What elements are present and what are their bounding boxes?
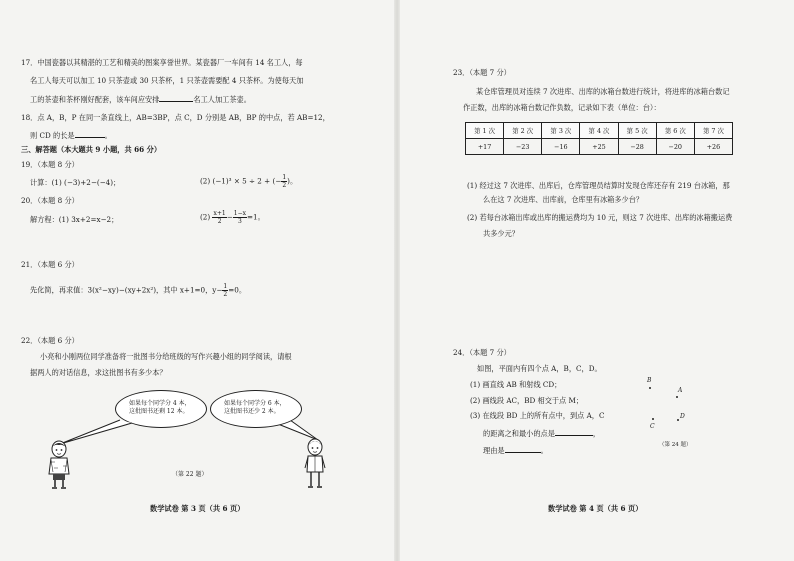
point-c-label: C <box>650 423 655 430</box>
page-4 <box>397 0 794 561</box>
q21-text-pre: 先化简，再求值：3(x²−xy)−(xy+2x²)，其中 x+1=0，y− <box>30 285 223 295</box>
q23-sub1-line1: (1) 经过这 7 次进库、出库后，仓库管理员结算时发现仓库还存有 219 台冰箱，那 <box>467 181 730 190</box>
q24-title: 24．（本题 7 分） <box>453 348 511 357</box>
q23-line1: 某仓库管理员对连续 7 次进库、出库的冰箱台数进行统计，将进库的冰箱台数记 <box>476 87 730 96</box>
table-value-row <box>466 139 733 155</box>
q20-fraction2-den: 3 <box>237 218 242 225</box>
q18-line2-end: 。 <box>104 131 112 140</box>
q20-part1: 解方程：(1) 3x+2=x−2； <box>30 215 119 224</box>
bubble2-text <box>224 400 286 416</box>
q24-figure-label: （第 24 题） <box>659 442 692 448</box>
q24-sub3-line2 <box>483 428 600 438</box>
q24-reason-answer-blank[interactable] <box>505 445 541 453</box>
q18-answer-blank[interactable] <box>75 130 105 138</box>
q21-title: 21．（本题 6 分） <box>21 260 79 269</box>
table-value-cell: −23 <box>504 139 542 155</box>
bubble1-line2: 这批图书还剩 12 本。 <box>129 408 189 415</box>
page-3-footer: 数学试卷 第 3 页（共 6 页） <box>150 504 245 513</box>
boy-left-illustration <box>44 440 74 490</box>
q19-part2 <box>200 174 297 189</box>
table-value-cell: +25 <box>580 139 618 155</box>
q20-fraction2-num: 1−x <box>233 210 246 217</box>
q24-sub3-line3-end: 。 <box>540 446 548 455</box>
q20-fraction1 <box>212 210 226 225</box>
q24-sub2: (2) 画线段 AC，BD 相交于点 M； <box>470 396 584 405</box>
q17-line1: 17．中国瓷器以其精湛的工艺和精美的图案享誉世界。某瓷器厂一车间有 14 名工人，每 <box>21 58 303 67</box>
table-value-cell: −16 <box>542 139 580 155</box>
q20-fraction1-den: 2 <box>217 218 222 225</box>
q20-part2-post: =1。 <box>246 212 265 222</box>
q20-minus: − <box>226 212 233 222</box>
q19-fraction-num: 1 <box>282 174 287 181</box>
speech-bubble-xiaoliang <box>115 390 207 428</box>
q19-part1: 计算：(1) (−3)+2−(−4)； <box>30 178 121 187</box>
q17-answer-blank[interactable] <box>159 94 193 102</box>
q24-reason-label: 理由是 <box>483 446 505 455</box>
q23-title: 23．（本题 7 分） <box>453 68 511 77</box>
q20-part2 <box>200 210 265 225</box>
point-a-label: A <box>678 387 683 394</box>
table-header-cell: 第 5 次 <box>618 123 656 139</box>
table-value-cell: +26 <box>694 139 732 155</box>
q22-figure-label: （第 22 题） <box>172 471 208 478</box>
q22-title: 22．（本题 6 分） <box>21 336 79 345</box>
q18-line2 <box>30 130 112 140</box>
q23-sub2-line2: 共多少元？ <box>483 229 519 238</box>
table-header-cell: 第 4 次 <box>580 123 618 139</box>
q24-point-answer-blank[interactable] <box>555 428 593 436</box>
q24-intro: 如图，平面内有四个点 A，B，C，D。 <box>477 364 602 373</box>
point-c-dot <box>652 418 654 420</box>
q24-sub1: (1) 画直线 AB 和射线 CD； <box>470 380 562 389</box>
q21-fraction-num: 1 <box>223 283 228 290</box>
point-d-label: D <box>680 413 685 420</box>
q23-sub1-line2: 么在这 7 次进库、出库前，仓库里有冰箱多少台？ <box>483 195 644 204</box>
q17-line3-end: 名工人加工茶壶。 <box>193 95 251 104</box>
table-header-cell: 第 1 次 <box>466 123 504 139</box>
q19-part2-pre: (2) (−1)³ × 5 ÷ 2 + (− <box>200 176 282 186</box>
table-header-cell: 第 6 次 <box>656 123 694 139</box>
q22-line1: 小亮和小刚两位同学准备将一批图书分给班级的写作兴趣小组的同学阅读，请根 <box>40 352 292 361</box>
q23-sub2-line1: (2) 若每台冰箱出库或出库的搬运费均为 10 元，则这 7 次进库、出库的冰箱搬运费 <box>467 213 733 222</box>
table-value-cell: +17 <box>466 139 504 155</box>
bubble1-line1: 如果每个同学分 4 本， <box>129 400 191 407</box>
point-d-dot <box>677 419 679 421</box>
q21-text <box>30 283 246 298</box>
q23-line2: 作正数，出库的冰箱台数记作负数，记录如下表（单位：台）： <box>463 103 661 112</box>
bubble1-text <box>129 400 191 416</box>
q17-line3 <box>30 94 251 104</box>
q18-line1: 18．点 A，B，P 在同一条直线上，AB=3BP，点 C，D 分别是 AB，BP 的中点，若 AB=12， <box>21 113 330 122</box>
boy-right-illustration <box>300 438 330 490</box>
q24-sub3-line1: (3) 在线段 BD 上的所有点中，到点 A，C <box>470 411 605 420</box>
q20-part2-pre: (2) <box>200 212 211 222</box>
q22-line2: 据两人的对话信息，求这批图书有多少本？ <box>30 368 167 377</box>
table-value-cell: −20 <box>656 139 694 155</box>
q24-sub3-line3 <box>483 445 548 455</box>
q20-fraction2 <box>233 210 247 225</box>
q19-title: 19．（本题 8 分） <box>21 160 79 169</box>
q19-fraction-den: 2 <box>282 182 287 189</box>
q17-line2: 名工人每天可以加工 10 只茶壶或 30 只茶杯，1 只茶壶需要配 4 只茶杯。为使每天加 <box>30 76 304 85</box>
speech-bubble-xiaogang <box>210 390 302 428</box>
q20-fraction1-num: x+1 <box>213 210 226 217</box>
q24-sub3-line2-end: ， <box>592 429 601 438</box>
section3-heading: 三、解答题（本大题共 9 小题，共 66 分） <box>21 145 162 154</box>
ice-box-record-table <box>465 122 733 155</box>
q18-line2-text: 则 CD 的长是 <box>30 131 75 140</box>
table-header-cell: 第 2 次 <box>504 123 542 139</box>
bubble2-line2: 这批图书还少 2 本。 <box>224 408 280 415</box>
q24-sub3-line2-text: 的距离之和最小的点是 <box>483 429 555 438</box>
point-a-dot <box>676 396 678 398</box>
q20-title: 20．（本题 8 分） <box>21 196 79 205</box>
table-header-row <box>466 123 733 139</box>
table-header-cell: 第 7 次 <box>694 123 732 139</box>
point-b-dot <box>649 387 651 389</box>
q19-part2-post: )。 <box>287 176 298 186</box>
bubble2-line1: 如果每个同学分 6 本， <box>224 400 286 407</box>
table-header-cell: 第 3 次 <box>542 123 580 139</box>
q21-fraction-den: 2 <box>223 291 228 298</box>
q21-text-post: =0。 <box>228 285 247 295</box>
q17-line3-text: 工的茶壶和茶杯刚好配套，该车间应安排 <box>30 95 160 104</box>
page-4-footer: 数学试卷 第 4 页（共 6 页） <box>548 504 643 513</box>
table-value-cell: −28 <box>618 139 656 155</box>
point-b-label: B <box>647 377 652 384</box>
